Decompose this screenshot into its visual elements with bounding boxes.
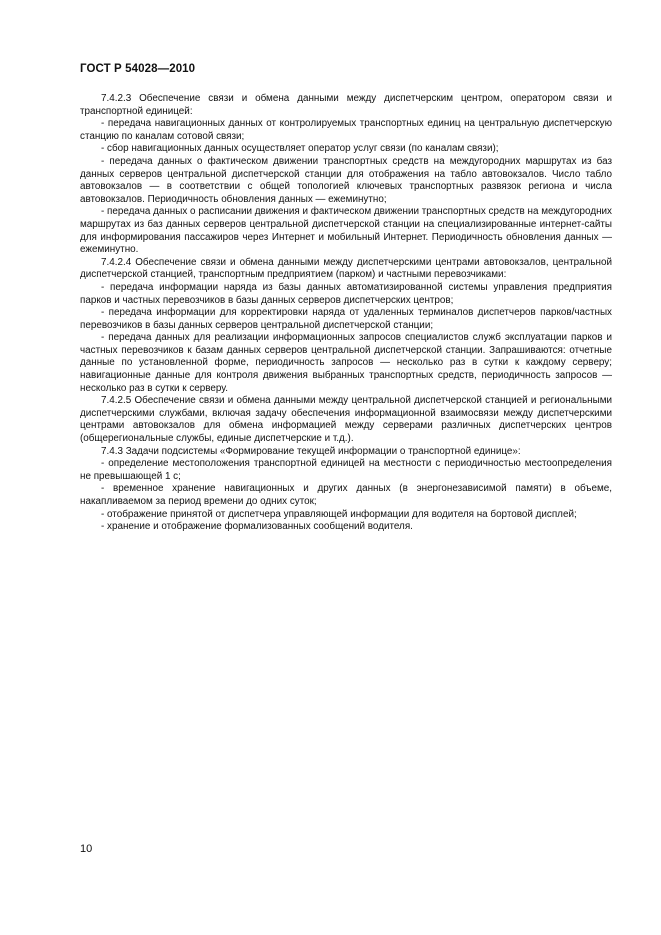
document-body <box>80 93 612 534</box>
list-item: - временное хранение навигационных и других данных (в энергонезависимой памяти) в объеме, накапливаемом за период времени до одних суток; <box>80 483 612 507</box>
list-item: - передача навигационных данных от контролируемых транспортных единиц на центральную диспетчерскую станцию по каналам сотовой связи; <box>80 118 612 142</box>
list-item: - передача информации наряда из базы данных автоматизированной системы управления предприятия парков и частных перевозчиков в базы данных серверов диспетчерских центров; <box>80 281 612 306</box>
paragraph-7-4-2-3: 7.4.2.3 Обеспечение связи и обмена данными между диспетчерским центром, оператором связи и транспортной единицей: <box>80 93 612 117</box>
paragraph-7-4-3: 7.4.3 Задачи подсистемы «Формирование текущей информации о транспортной единице»: <box>101 445 521 457</box>
list-item: - передача информации для корректировки наряда от удаленных терминалов диспетчеров парков/частных перевозчиков в базы данных серверов центральной диспетчерской станции; <box>80 307 612 331</box>
paragraph-7-4-2-4: 7.4.2.4 Обеспечение связи и обмена данными между диспетчерскими центрами автовокзалов, центральной диспетчерской станцией, транспортным предприятием (парком) и частными перевозчиками: <box>80 256 612 281</box>
list-item: - передача данных для реализации информационных запросов специалистов служб эксплуатации парков и частных перевозчиков к базам данных серверов центральной диспетчерской станции. Запрашиваются: отчетные данные по установленной форме, периодичность запросов — несколько раз в сутки к каждому серверу; навигационные данные для контроля движения выбранных транспортных средств, периодичность запросов — несколько раз в сутки к серверу. <box>80 332 612 394</box>
list-item: - определение местоположения транспортной единицей на местности с периодичностью местоопределения не превышающей 1 с; <box>80 458 612 482</box>
list-item: - хранение и отображение формализованных сообщений водителя. <box>101 521 413 533</box>
list-item: - передача данных о фактическом движении транспортных средств на междугородних маршрутах из баз данных серверов центральной диспетчерской станции для отображения на табло автовокзалов. Число табло автовокзалов — в соответствии с общей топологией ключевых транспортных развязок региона и числа автовокзалов. Периодичность обновления данных — ежеминутно; <box>80 155 612 205</box>
paragraph-7-4-2-5: 7.4.2.5 Обеспечение связи и обмена данными между центральной диспетчерской станцией и региональными диспетчерскими службами, включая задачу обеспечения информационной взаимосвязи между диспетчерскими центрами автовокзалов для обмена информацией между серверами различных диспетчерских центров (общерегиональные службы, единые диспетчерские и т.д.). <box>80 395 612 445</box>
list-item: - сбор навигационных данных осуществляет оператор услуг связи (по каналам связи); <box>101 143 499 155</box>
list-item: - передача данных о расписании движения и фактическом движении транспортных средств на междугородних маршрутах из баз данных серверов центральной диспетчерской станции на специализированные интернет-сайты для информирования пассажиров через Интернет и мобильный Интернет. Периодичность обновления данных — ежеминутно. <box>80 206 612 256</box>
list-item: - отображение принятой от диспетчера управляющей информации для водителя на бортовой дисплей; <box>101 508 577 520</box>
document-header: ГОСТ Р 54028—2010 <box>80 63 196 75</box>
page-number: 10 <box>80 843 93 855</box>
